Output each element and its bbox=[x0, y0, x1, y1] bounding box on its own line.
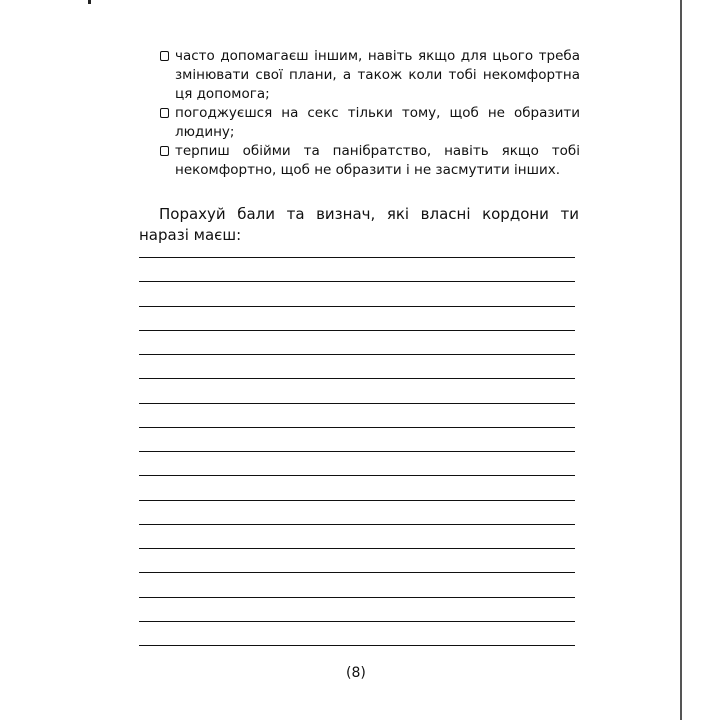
checklist-item bbox=[160, 142, 580, 180]
checklist-item bbox=[160, 47, 580, 104]
instruction-text: Порахуй бали та визнач, які власні кордони ти наразі маєш: bbox=[139, 205, 579, 244]
answer-line bbox=[139, 403, 575, 427]
page-number: (8) bbox=[346, 665, 366, 681]
answer-line bbox=[139, 257, 575, 281]
answer-lines bbox=[139, 257, 575, 669]
checklist-item-text: часто допомагаєш іншим, навіть якщо для цього треба змінювати свої плани, а також коли тобі некомфортна ця допомога; bbox=[175, 48, 580, 102]
checkbox-icon bbox=[160, 51, 169, 61]
checkbox-icon bbox=[160, 108, 169, 118]
answer-line bbox=[139, 281, 575, 305]
checklist bbox=[160, 47, 580, 180]
answer-line bbox=[139, 524, 575, 548]
answer-line bbox=[139, 500, 575, 524]
page-edge-rule bbox=[680, 0, 682, 720]
answer-line bbox=[139, 451, 575, 475]
answer-line bbox=[139, 475, 575, 499]
answer-line bbox=[139, 621, 575, 645]
answer-line bbox=[139, 548, 575, 572]
answer-line bbox=[139, 330, 575, 354]
checklist-item-text: терпиш обійми та панібратство, навіть якщо тобі некомфортно, щоб не образити і не засмутити інших. bbox=[175, 143, 580, 178]
checklist-item-text: погоджуєшся на секс тільки тому, щоб не образити людину; bbox=[175, 105, 580, 140]
checkbox-icon bbox=[160, 146, 169, 156]
corner-mark bbox=[88, 0, 91, 4]
answer-line bbox=[139, 427, 575, 451]
answer-line bbox=[139, 354, 575, 378]
answer-line bbox=[139, 597, 575, 621]
answer-line bbox=[139, 572, 575, 596]
answer-line bbox=[139, 306, 575, 330]
answer-line bbox=[139, 378, 575, 402]
checklist-item bbox=[160, 104, 580, 142]
